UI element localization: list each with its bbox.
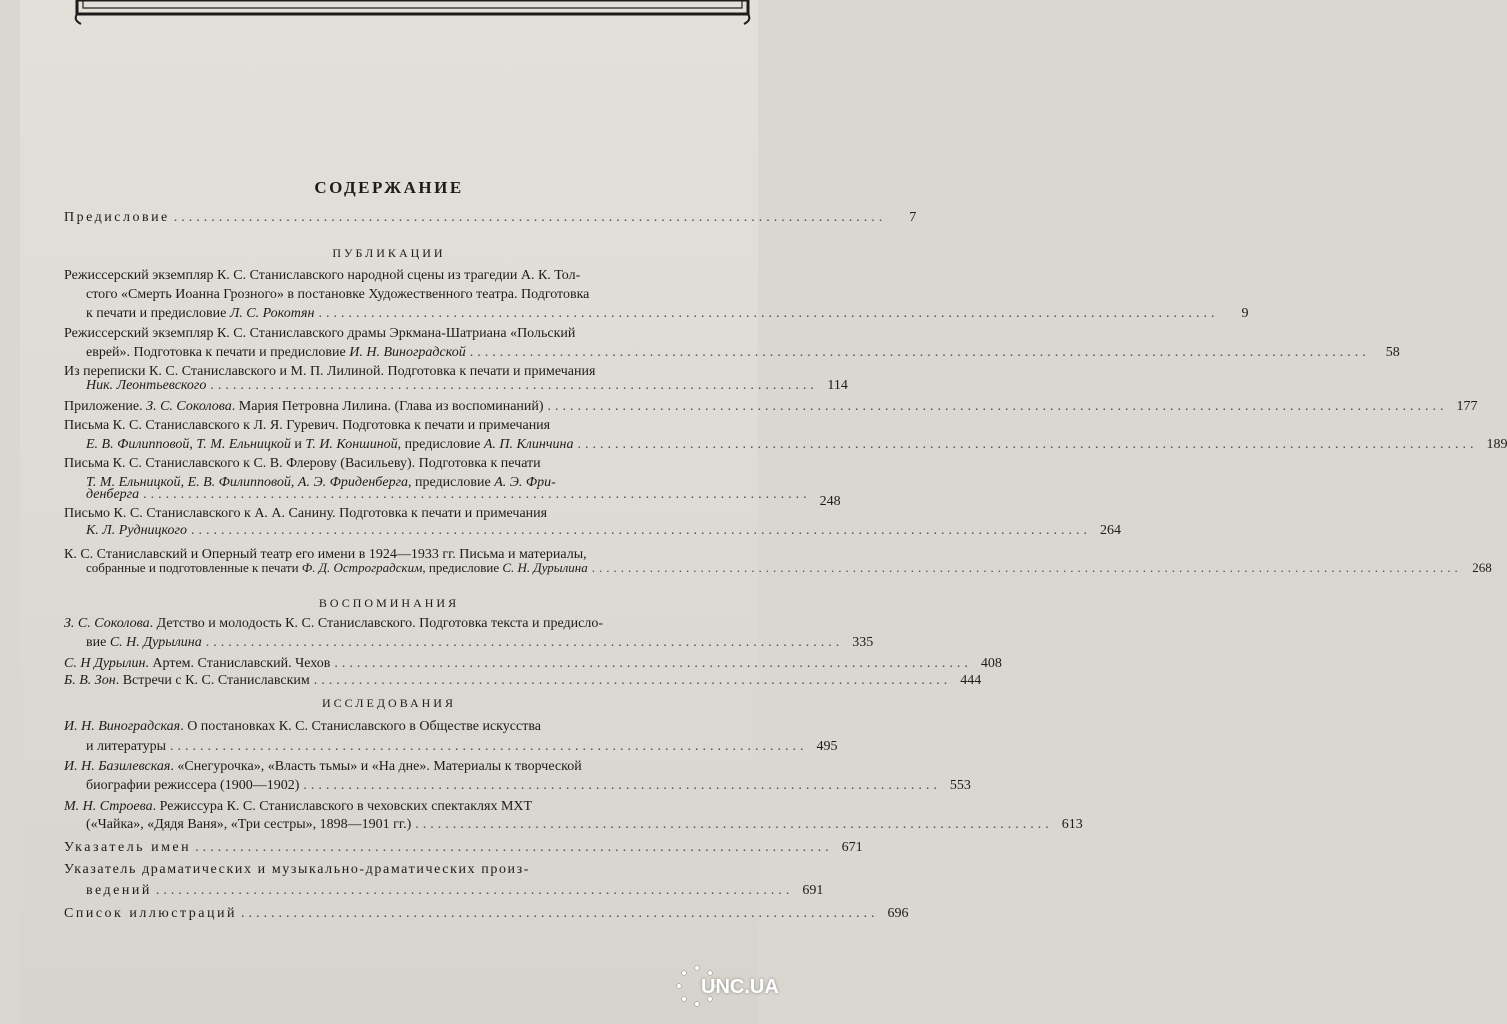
toc-line — [64, 614, 740, 633]
entry-text: , предисловие — [408, 475, 495, 490]
page-number: 691 — [802, 883, 824, 898]
author-name: Л. С. Рокотян — [229, 306, 315, 321]
dot-leader: ..................................................................................... — [170, 739, 808, 754]
toc-title: СОДЕРЖАНИЕ — [314, 178, 464, 197]
entry-text: . Мария Петровна Лилина. (Глава из воспоминаний) — [231, 399, 544, 414]
entry-text: К. С. Станиславский и Оперный театр его имени в 1924—1933 гг. Письма и материалы, — [64, 547, 587, 562]
author-name: С. Н. Дурылина — [109, 635, 202, 650]
entry-text: биографии режиссера (1900—1902) — [86, 778, 300, 793]
entry-text: . Режиссура К. С. Станиславского в чеховских спектаклях МХТ — [152, 799, 533, 814]
entry-text: Письмо К. С. Станиславского к А. А. Санину. Подготовка к печати и примечания — [64, 506, 548, 521]
entry-text: Письма К. С. Станиславского к С. В. Флерову (Васильеву). Подготовка к печати — [64, 456, 541, 471]
toc-line — [64, 397, 1478, 416]
toc-line — [64, 416, 740, 435]
toc-line — [86, 285, 740, 304]
toc-line — [86, 737, 838, 756]
entry-text: . «Снегурочка», «Власть тьмы» и «На дне». Материалы к творческой — [170, 759, 582, 774]
page-number: 553 — [949, 778, 971, 793]
author-name: Е. В. Филипповой — [86, 437, 190, 452]
toc-entry-name-index — [64, 838, 863, 857]
page-number: 613 — [1061, 817, 1083, 832]
dot-leader: ........................................................................................................................ — [577, 437, 1478, 452]
toc-entry — [64, 671, 982, 690]
page-number: 444 — [960, 673, 982, 688]
author-name: М. Н. Строева — [64, 799, 153, 814]
page-number: 671 — [841, 840, 863, 855]
author-name: Ф. Д. Остроградским — [301, 560, 423, 575]
entry-text: Указатель драматических и музыкально-драматических произ- — [64, 862, 531, 877]
page-number: 248 — [819, 494, 841, 509]
entry-text: к печати и предисловие — [86, 306, 230, 321]
toc-line — [86, 881, 824, 900]
author-name: денберга — [86, 487, 140, 502]
author-name: З. С. Соколова — [64, 616, 150, 631]
page-number: 177 — [1456, 399, 1478, 414]
watermark-text: UNC.UA — [701, 976, 779, 998]
page-number: 9 — [1241, 306, 1249, 321]
toc-line — [64, 454, 740, 473]
page-number: 408 — [980, 656, 1002, 671]
toc-line — [86, 558, 1492, 577]
author-name: Т. И. Коншиной — [305, 437, 398, 452]
dot-leader: ..................................................................................... — [205, 635, 844, 650]
entry-text: , предисловие — [422, 560, 503, 575]
dot-leader: ........................................................................................................................ — [191, 523, 1092, 538]
entry-text: и литературы — [86, 739, 166, 754]
entry-text: Предисловие — [64, 210, 170, 225]
toc-entry-preface — [64, 208, 917, 227]
dot-leader: ............................................................................................... — [173, 210, 887, 225]
author-name: С. Н. Дурылина — [502, 560, 588, 575]
author-name: Т. М. Ельницкой — [196, 437, 291, 452]
entry-text: («Чайка», «Дядя Ваня», «Три сестры», 1898—1901 гг.) — [86, 817, 412, 832]
page-number: 264 — [1100, 523, 1122, 538]
entry-text: . О постановках К. С. Станиславского в Обществе искусства — [180, 719, 541, 734]
dot-leader: ........................................................................................................................ — [469, 345, 1370, 360]
section-heading-memoirs: ВОСПОМИНАНИЯ — [318, 596, 460, 610]
separator: , — [180, 475, 188, 490]
section-heading-research: ИССЛЕДОВАНИЯ — [322, 696, 456, 710]
ornament-border — [75, 0, 750, 26]
author-name: Ник. Леонтьевского — [86, 378, 207, 393]
entry-text: вие — [86, 635, 110, 650]
entry-text: Письма К. С. Станиславского к Л. Я. Гуревич. Подготовка к печати и примечания — [64, 418, 551, 433]
author-name: З. С. Соколова — [146, 399, 232, 414]
entry-text: Приложение. — [64, 399, 147, 414]
entry-text: ведений — [86, 883, 152, 898]
dot-leader: ..................................................................................... — [334, 656, 972, 671]
entry-text: . Артем. Станиславский. Чехов — [145, 656, 331, 671]
author-name: К. Л. Рудницкого — [86, 523, 188, 538]
book-page — [20, 0, 1507, 1024]
dot-leader: ..................................................................................... — [155, 883, 794, 898]
toc-entry-illustrations — [64, 904, 909, 923]
dot-leader: ..................................................................................... — [240, 906, 879, 921]
toc-line — [64, 324, 740, 343]
author-name: Е. В. Филипповой — [187, 475, 291, 490]
dot-leader: ..................................................................................... — [415, 817, 1053, 832]
section-heading-publications: ПУБЛИКАЦИИ — [332, 246, 446, 260]
page-number: 114 — [827, 378, 848, 393]
author-name: А. Э. Фри- — [494, 475, 556, 490]
author-name: И. Н. Базилевская — [64, 759, 171, 774]
toc-line — [64, 266, 740, 285]
dot-leader: ..................................................................................... — [313, 673, 952, 688]
dot-leader: ........................................................................................................................ — [318, 306, 1219, 321]
toc-line — [86, 304, 1249, 323]
entry-text: Режиссерский экземпляр К. С. Станиславского народной сцены из трагедии А. К. Тол- — [64, 268, 581, 283]
watermark — [675, 962, 779, 1012]
entry-text: . Детство и молодость К. С. Станиславского. Подготовка текста и предисло- — [149, 616, 603, 631]
toc-line — [86, 521, 1122, 540]
separator: и — [290, 437, 306, 452]
dot-leader: ..................................................................................... — [195, 840, 833, 855]
page-number: 58 — [1385, 345, 1400, 360]
toc-line — [64, 797, 740, 816]
author-name: И. Н. Виноградская — [64, 719, 181, 734]
entry-text: , предисловие — [397, 437, 484, 452]
separator: , — [290, 475, 298, 490]
entry-text: Из переписки К. С. Станиславского и М. П. Лилиной. Подготовка к печати и примечания — [64, 364, 596, 379]
toc-line — [86, 633, 874, 652]
toc-line — [64, 757, 740, 776]
toc-line — [86, 435, 1507, 454]
author-name: А. П. Клинчина — [483, 437, 574, 452]
toc-line — [64, 860, 740, 879]
toc-line — [86, 815, 1083, 834]
dot-leader: ..................................................................................... — [303, 778, 941, 793]
entry-text: Указатель имен — [64, 840, 192, 855]
author-name: Б. В. Зон — [64, 673, 116, 688]
page-number: 268 — [1472, 560, 1492, 575]
page-number: 7 — [909, 210, 917, 225]
dot-leader: ......................................................................................... — [143, 487, 811, 502]
toc-line — [64, 717, 740, 736]
separator: , — [189, 437, 197, 452]
page-number: 696 — [887, 906, 909, 921]
author-name: А. Э. Фриденберга — [297, 475, 409, 490]
page-number: 189 — [1486, 437, 1507, 452]
toc-line — [86, 485, 841, 509]
entry-text: собранные и подготовленные к печати — [86, 560, 302, 575]
dot-leader: ........................................................................................................................ — [547, 399, 1448, 414]
author-name: С. Н Дурылин — [64, 656, 146, 671]
toc-line — [86, 776, 971, 795]
page-number: 335 — [852, 635, 874, 650]
entry-text: Режиссерский экземпляр К. С. Станиславского драмы Эркмана-Шатриана «Польский — [64, 326, 576, 341]
author-name: Т. М. Ельницкой — [86, 475, 181, 490]
author-name: И. Н. Виноградской — [349, 345, 466, 360]
entry-text: стого «Смерть Иоанна Грозного» в постановке Художественного театра. Подготовка — [86, 287, 590, 302]
entry-text: еврей». Подготовка к печати и предисловие — [86, 345, 350, 360]
dot-leader: ................................................................................. — [210, 378, 818, 393]
entry-text: Список иллюстраций — [64, 906, 237, 921]
dot-leader: ........................................................................................................................ — [591, 560, 1462, 575]
toc-line — [86, 343, 1400, 362]
entry-text: . Встречи с К. С. Станиславским — [115, 673, 310, 688]
toc-line — [86, 376, 848, 395]
page-number: 495 — [816, 739, 838, 754]
